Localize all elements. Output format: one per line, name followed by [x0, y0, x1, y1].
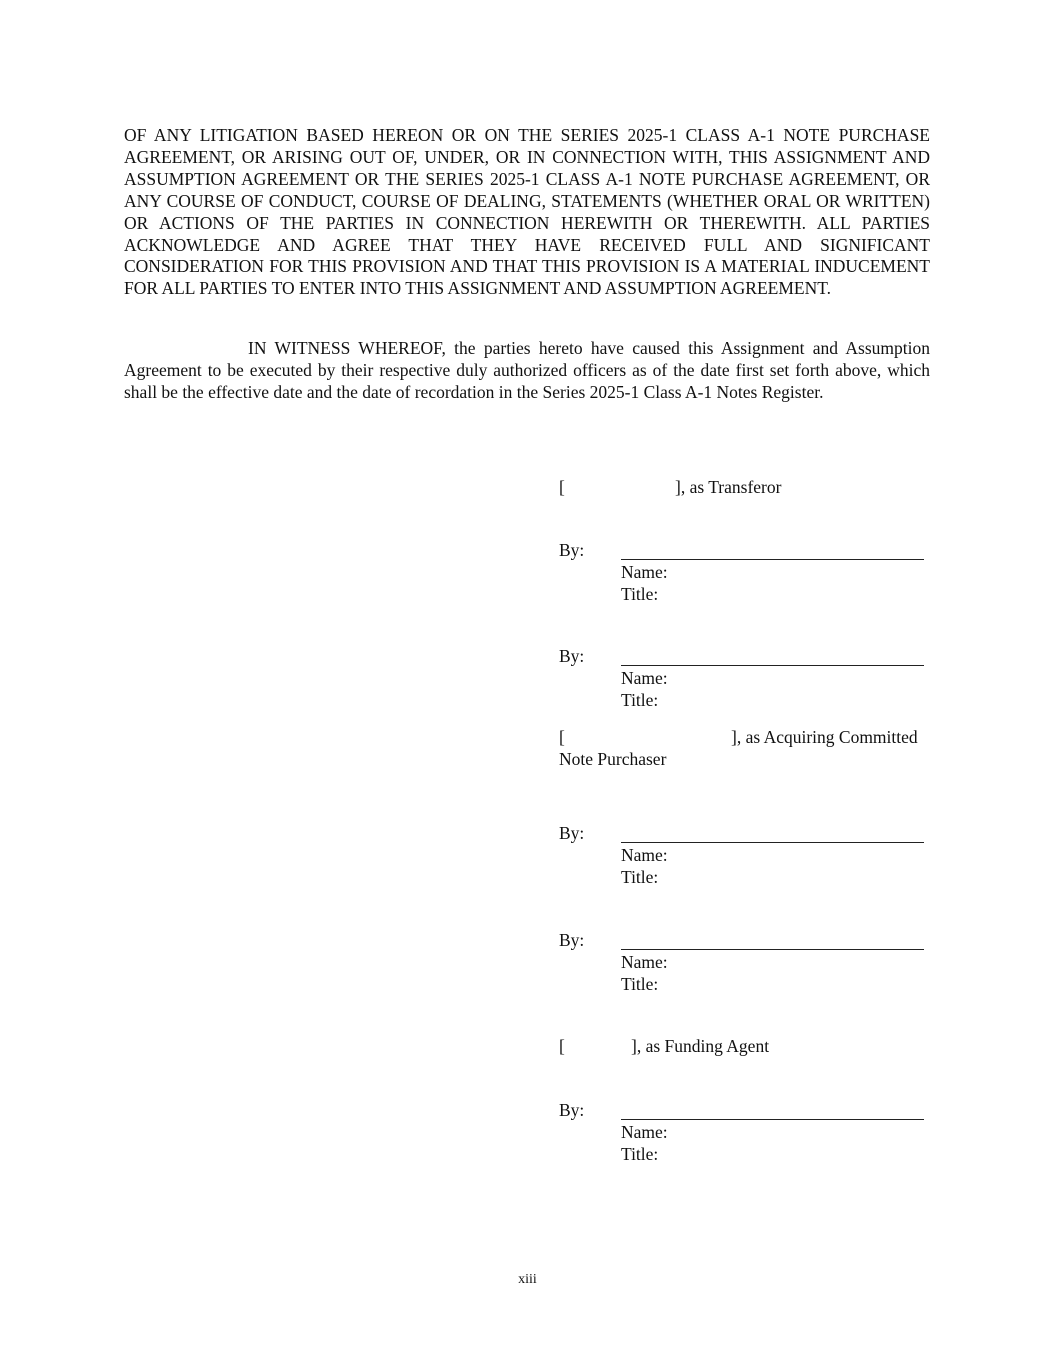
- signature-block-acquiring-2: [559, 930, 924, 996]
- name-label: Name:: [621, 1122, 668, 1142]
- funding-agent-bracket: [: [559, 1036, 565, 1056]
- signature-line[interactable]: [621, 559, 924, 560]
- funding-agent-caption: [559, 1036, 859, 1058]
- title-label: Title:: [621, 974, 659, 994]
- signature-block-acquiring-1: [559, 823, 924, 889]
- by-label: By:: [559, 1100, 585, 1120]
- signature-block-transferor-2: [559, 646, 924, 712]
- signature-line[interactable]: [621, 1119, 924, 1120]
- page-number: xiii: [518, 1272, 537, 1287]
- witness-paragraph: IN WITNESS WHEREOF, the parties hereto have caused this Assignment and Assumption Agreement to be executed by their respective duly authorized officers as of the date first set forth above, which shall be the effective date and the date of recordation in the Series 2025-1 Class A-1 Notes Register.: [124, 338, 930, 402]
- signature-line[interactable]: [621, 842, 924, 843]
- title-label: Title:: [621, 584, 659, 604]
- name-label: Name:: [621, 668, 668, 688]
- by-label: By:: [559, 930, 585, 950]
- acquiring-caption-line2: Note Purchaser: [559, 749, 667, 769]
- by-label: By:: [559, 823, 585, 843]
- acquiring-bracket: [: [559, 727, 565, 747]
- funding-agent-label: ], as Funding Agent: [631, 1036, 770, 1056]
- signature-line[interactable]: [621, 949, 924, 950]
- name-label: Name:: [621, 952, 668, 972]
- title-label: Title:: [621, 1144, 659, 1164]
- signature-block-funding-agent: [559, 1100, 924, 1166]
- by-label: By:: [559, 540, 585, 560]
- name-label: Name:: [621, 845, 668, 865]
- title-label: Title:: [621, 690, 659, 710]
- signature-block-transferor-1: [559, 540, 924, 606]
- transferor-label: ], as Transferor: [675, 477, 782, 497]
- acquiring-caption: [559, 727, 930, 749]
- signature-line[interactable]: [621, 665, 924, 666]
- waiver-paragraph: OF ANY LITIGATION BASED HEREON OR ON THE SERIES 2025-1 CLASS A-1 NOTE PURCHASE AGREEMENT, OR ARISING OUT OF, UNDER, OR IN CONNECTION WITH, THIS ASSIGNMENT AND ASSUMPTION AGREEMENT OR THE SERIES 2025-1 CLASS A-1 NOTE PURCHASE AGREEMENT, OR ANY COURSE OF CONDUCT, COURSE OF DEALING, STATEMENTS (WHETHER ORAL OR WRITTEN) OR ACTIONS OF THE PARTIES IN CONNECTION HEREWITH OR THEREWITH. ALL PARTIES ACKNOWLEDGE AND AGREE THAT THEY HAVE RECEIVED FULL AND SIGNIFICANT CONSIDERATION FOR THIS PROVISION AND THAT THIS PROVISION IS A MATERIAL INDUCEMENT FOR ALL PARTIES TO ENTER INTO THIS ASSIGNMENT AND ASSUMPTION AGREEMENT.: [124, 125, 930, 299]
- acquiring-label: ], as Acquiring Committed: [731, 727, 918, 747]
- transferor-bracket: [: [559, 477, 565, 497]
- title-label: Title:: [621, 867, 659, 887]
- by-label: By:: [559, 646, 585, 666]
- name-label: Name:: [621, 562, 668, 582]
- transferor-caption: [559, 477, 859, 499]
